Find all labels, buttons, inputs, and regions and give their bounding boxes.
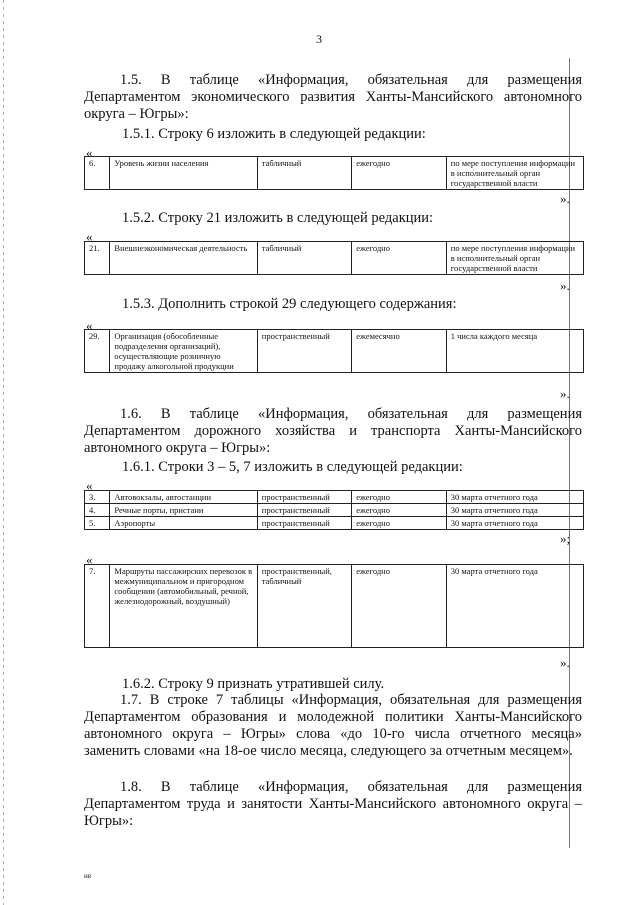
paragraph-1-5: 1.5. В таблице «Информация, обязательная для размещения Департаментом экономического развития Ханты-Мансийского автономного округа – Югры»: xyxy=(84,72,582,122)
paragraph-1-6-2: 1.6.2. Строку 9 признать утратившей силу. xyxy=(122,676,385,692)
paragraph-1-5-1: 1.5.1. Строку 6 изложить в следующей редакции: xyxy=(122,126,426,142)
table-cell: пространственный xyxy=(257,517,352,530)
table-cell: 7. xyxy=(85,565,110,648)
table-cell: пространственный, табличный xyxy=(257,565,352,648)
table-cell: 29. xyxy=(85,330,110,373)
close-quote: ». xyxy=(560,278,570,293)
table-cell: Аэропорты xyxy=(110,517,257,530)
table-row xyxy=(85,517,584,530)
table-cell: ежегодно xyxy=(352,491,447,504)
open-quote: « xyxy=(86,552,93,567)
margin-dotted-line xyxy=(3,0,4,905)
table-cell: 4. xyxy=(85,504,110,517)
page-number: 3 xyxy=(316,32,322,46)
table-row-21 xyxy=(84,241,584,275)
open-quote: « xyxy=(86,145,93,160)
paragraph-1-7: 1.7. В строке 7 таблицы «Информация, обязательная для размещения Департаментом образования и молодежной политики Ханты-Мансийского автономного округа – Югры» слова «до 10-го числа отчетного месяца» заменить словами «на 18-ое число месяца, следующего за отчетным месяцем». xyxy=(84,692,582,759)
table-cell: ежегодно xyxy=(352,517,447,530)
table-cell: Речные порты, пристани xyxy=(110,504,257,517)
table-cell: табличный xyxy=(257,157,352,190)
table-cell: пространственный xyxy=(257,504,352,517)
table-row xyxy=(85,157,584,190)
paragraph-1-5-2: 1.5.2. Строку 21 изложить в следующей редакции: xyxy=(122,210,434,226)
table-cell: 3. xyxy=(85,491,110,504)
close-quote: ». xyxy=(560,655,570,670)
table-cell: Внешнеэкономическая деятельность xyxy=(110,242,257,275)
table-cell: 30 марта отчетного года xyxy=(446,517,583,530)
table-cell: 21. xyxy=(85,242,110,275)
table-cell: Автовокзалы, автостанции xyxy=(110,491,257,504)
paragraph-1-5-3: 1.5.3. Дополнить строкой 29 следующего содержания: xyxy=(122,296,457,312)
close-quote: ». xyxy=(560,191,570,206)
footer-initials: нв xyxy=(84,872,92,880)
table-row xyxy=(85,242,584,275)
table-cell: 1 числа каждого месяца xyxy=(446,330,583,373)
table-row xyxy=(85,504,584,517)
open-quote: « xyxy=(86,478,93,493)
table-rows-3-5 xyxy=(84,490,584,530)
table-cell: 30 марта отчетного года xyxy=(446,491,583,504)
table-cell: 6. xyxy=(85,157,110,190)
close-quote-semicolon: »; xyxy=(560,531,571,546)
table-row xyxy=(85,565,584,648)
paragraph-1-6: 1.6. В таблице «Информация, обязательная для размещения Департаментом дорожного хозяйства и транспорта Ханты-Мансийского автономного округа – Югры»: xyxy=(84,406,582,456)
table-cell: пространственный xyxy=(257,330,352,373)
open-quote: « xyxy=(86,229,93,244)
table-cell: ежегодно xyxy=(352,157,447,190)
table-row xyxy=(85,330,584,373)
table-row xyxy=(85,491,584,504)
table-cell: ежегодно xyxy=(352,242,447,275)
table-cell: ежегодно xyxy=(352,504,447,517)
table-cell: по мере поступления информации в исполнительный орган государственной власти xyxy=(446,157,583,190)
table-cell: ежемесячно xyxy=(352,330,447,373)
table-cell: Уровень жизни населения xyxy=(110,157,257,190)
table-cell: Маршруты пассажирских перевозок в межмуниципальном и пригородном сообщении (автомобильный, речной, железнодорожный, воздушный) xyxy=(110,565,257,648)
table-cell: пространственный xyxy=(257,491,352,504)
table-cell: 30 марта отчетного года xyxy=(446,565,583,648)
table-row-6 xyxy=(84,156,584,190)
close-quote: ». xyxy=(560,386,570,401)
paragraph-1-8: 1.8. В таблице «Информация, обязательная для размещения Департаментом труда и занятости Ханты-Мансийского автономного округа – Югры»: xyxy=(84,779,582,829)
table-row-29 xyxy=(84,329,584,373)
table-cell: табличный xyxy=(257,242,352,275)
table-row-7 xyxy=(84,564,584,648)
table-cell: 5. xyxy=(85,517,110,530)
table-cell: ежегодно xyxy=(352,565,447,648)
open-quote: « xyxy=(86,318,93,333)
table-cell: по мере поступления информации в исполнительный орган государственной власти xyxy=(446,242,583,275)
table-cell: 30 марта отчетного года xyxy=(446,504,583,517)
table-cell: Организация (обособленные подразделения организаций), осуществляющие розничную продажу алкогольной продукции xyxy=(110,330,257,373)
paragraph-1-6-1: 1.6.1. Строки 3 – 5, 7 изложить в следующей редакции: xyxy=(122,459,463,475)
